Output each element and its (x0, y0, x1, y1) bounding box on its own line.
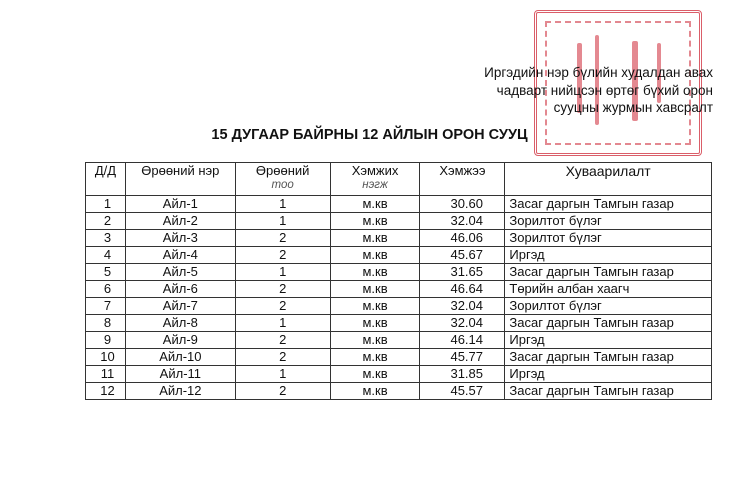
annex-line-2: чадварт нийцсэн өртөг бүхий орон (496, 82, 713, 98)
row-number: 11 (86, 366, 126, 383)
table-row (86, 383, 712, 400)
apartment-name: Айл-2 (125, 213, 235, 230)
row-number: 7 (86, 298, 126, 315)
row-number: 12 (86, 383, 126, 400)
apartment-name: Айл-8 (125, 315, 235, 332)
room-count: 1 (235, 264, 330, 281)
size-value: 46.06 (420, 230, 505, 247)
allocation: Засаг даргын Тамгын газар (505, 349, 712, 366)
table-row (86, 230, 712, 247)
header-no: Д/Д (86, 163, 126, 196)
size-value: 32.04 (420, 315, 505, 332)
allocation: Иргэд (505, 332, 712, 349)
unit: м.кв (330, 247, 420, 264)
allocation: Зорилтот бүлэг (505, 213, 712, 230)
annex-note (484, 64, 713, 117)
size-value: 31.85 (420, 366, 505, 383)
header-unit-line2: нэгж (362, 179, 388, 191)
header-unit-line1: Хэмжих (351, 163, 399, 178)
room-count: 2 (235, 298, 330, 315)
size-value: 46.14 (420, 332, 505, 349)
apartment-table (85, 162, 712, 400)
size-value: 45.57 (420, 383, 505, 400)
header-size: Хэмжээ (420, 163, 505, 196)
header-allocation: Хуваарилалт (505, 163, 712, 196)
room-count: 2 (235, 332, 330, 349)
header-room-count-line1: Өрөөний (255, 163, 310, 178)
apartment-name: Айл-10 (125, 349, 235, 366)
row-number: 10 (86, 349, 126, 366)
row-number: 1 (86, 196, 126, 213)
unit: м.кв (330, 349, 420, 366)
unit: м.кв (330, 281, 420, 298)
unit: м.кв (330, 366, 420, 383)
table-row (86, 281, 712, 298)
unit: м.кв (330, 230, 420, 247)
size-value: 32.04 (420, 298, 505, 315)
row-number: 2 (86, 213, 126, 230)
size-value: 30.60 (420, 196, 505, 213)
unit: м.кв (330, 315, 420, 332)
table-row (86, 349, 712, 366)
table-row (86, 366, 712, 383)
allocation: Засаг даргын Тамгын газар (505, 264, 712, 281)
annex-line-3: сууцны журмын хавсралт (553, 100, 713, 115)
header-room-count (235, 163, 330, 196)
room-count: 1 (235, 315, 330, 332)
room-count: 2 (235, 281, 330, 298)
table-header-row (86, 163, 712, 196)
size-value: 45.67 (420, 247, 505, 264)
room-count: 2 (235, 247, 330, 264)
apartment-name: Айл-11 (125, 366, 235, 383)
size-value: 46.64 (420, 281, 505, 298)
header-room-count-line2: тоо (271, 179, 294, 191)
size-value: 31.65 (420, 264, 505, 281)
unit: м.кв (330, 298, 420, 315)
apartment-name: Айл-3 (125, 230, 235, 247)
row-number: 3 (86, 230, 126, 247)
apartment-name: Айл-7 (125, 298, 235, 315)
apartment-name: Айл-5 (125, 264, 235, 281)
header-room-name: Өрөөний нэр (125, 163, 235, 196)
room-count: 2 (235, 383, 330, 400)
annex-line-1: Иргэдийн нэр бүлийн худалдан авах (484, 65, 713, 80)
table-row (86, 213, 712, 230)
row-number: 4 (86, 247, 126, 264)
allocation: Зорилтот бүлэг (505, 230, 712, 247)
apartment-name: Айл-1 (125, 196, 235, 213)
unit: м.кв (330, 332, 420, 349)
table-row (86, 298, 712, 315)
apartment-name: Айл-4 (125, 247, 235, 264)
row-number: 5 (86, 264, 126, 281)
room-count: 1 (235, 196, 330, 213)
unit: м.кв (330, 383, 420, 400)
row-number: 9 (86, 332, 126, 349)
row-number: 8 (86, 315, 126, 332)
row-number: 6 (86, 281, 126, 298)
table-row (86, 247, 712, 264)
size-value: 32.04 (420, 213, 505, 230)
allocation: Засаг даргын Тамгын газар (505, 315, 712, 332)
room-count: 1 (235, 366, 330, 383)
table-row (86, 315, 712, 332)
size-value: 45.77 (420, 349, 505, 366)
allocation: Засаг даргын Тамгын газар (505, 383, 712, 400)
table-row (86, 264, 712, 281)
unit: м.кв (330, 196, 420, 213)
unit: м.кв (330, 213, 420, 230)
allocation: Төрийн албан хаагч (505, 281, 712, 298)
apartment-name: Айл-6 (125, 281, 235, 298)
header-unit (330, 163, 420, 196)
table-row (86, 332, 712, 349)
allocation: Зорилтот бүлэг (505, 298, 712, 315)
allocation: Иргэд (505, 247, 712, 264)
apartment-name: Айл-12 (125, 383, 235, 400)
allocation: Иргэд (505, 366, 712, 383)
table-row (86, 196, 712, 213)
allocation: Засаг даргын Тамгын газар (505, 196, 712, 213)
unit: м.кв (330, 264, 420, 281)
room-count: 2 (235, 230, 330, 247)
apartment-name: Айл-9 (125, 332, 235, 349)
document-title: 15 ДУГААР БАЙРНЫ 12 АЙЛЫН ОРОН СУУЦ (211, 127, 528, 143)
room-count: 1 (235, 213, 330, 230)
room-count: 2 (235, 349, 330, 366)
